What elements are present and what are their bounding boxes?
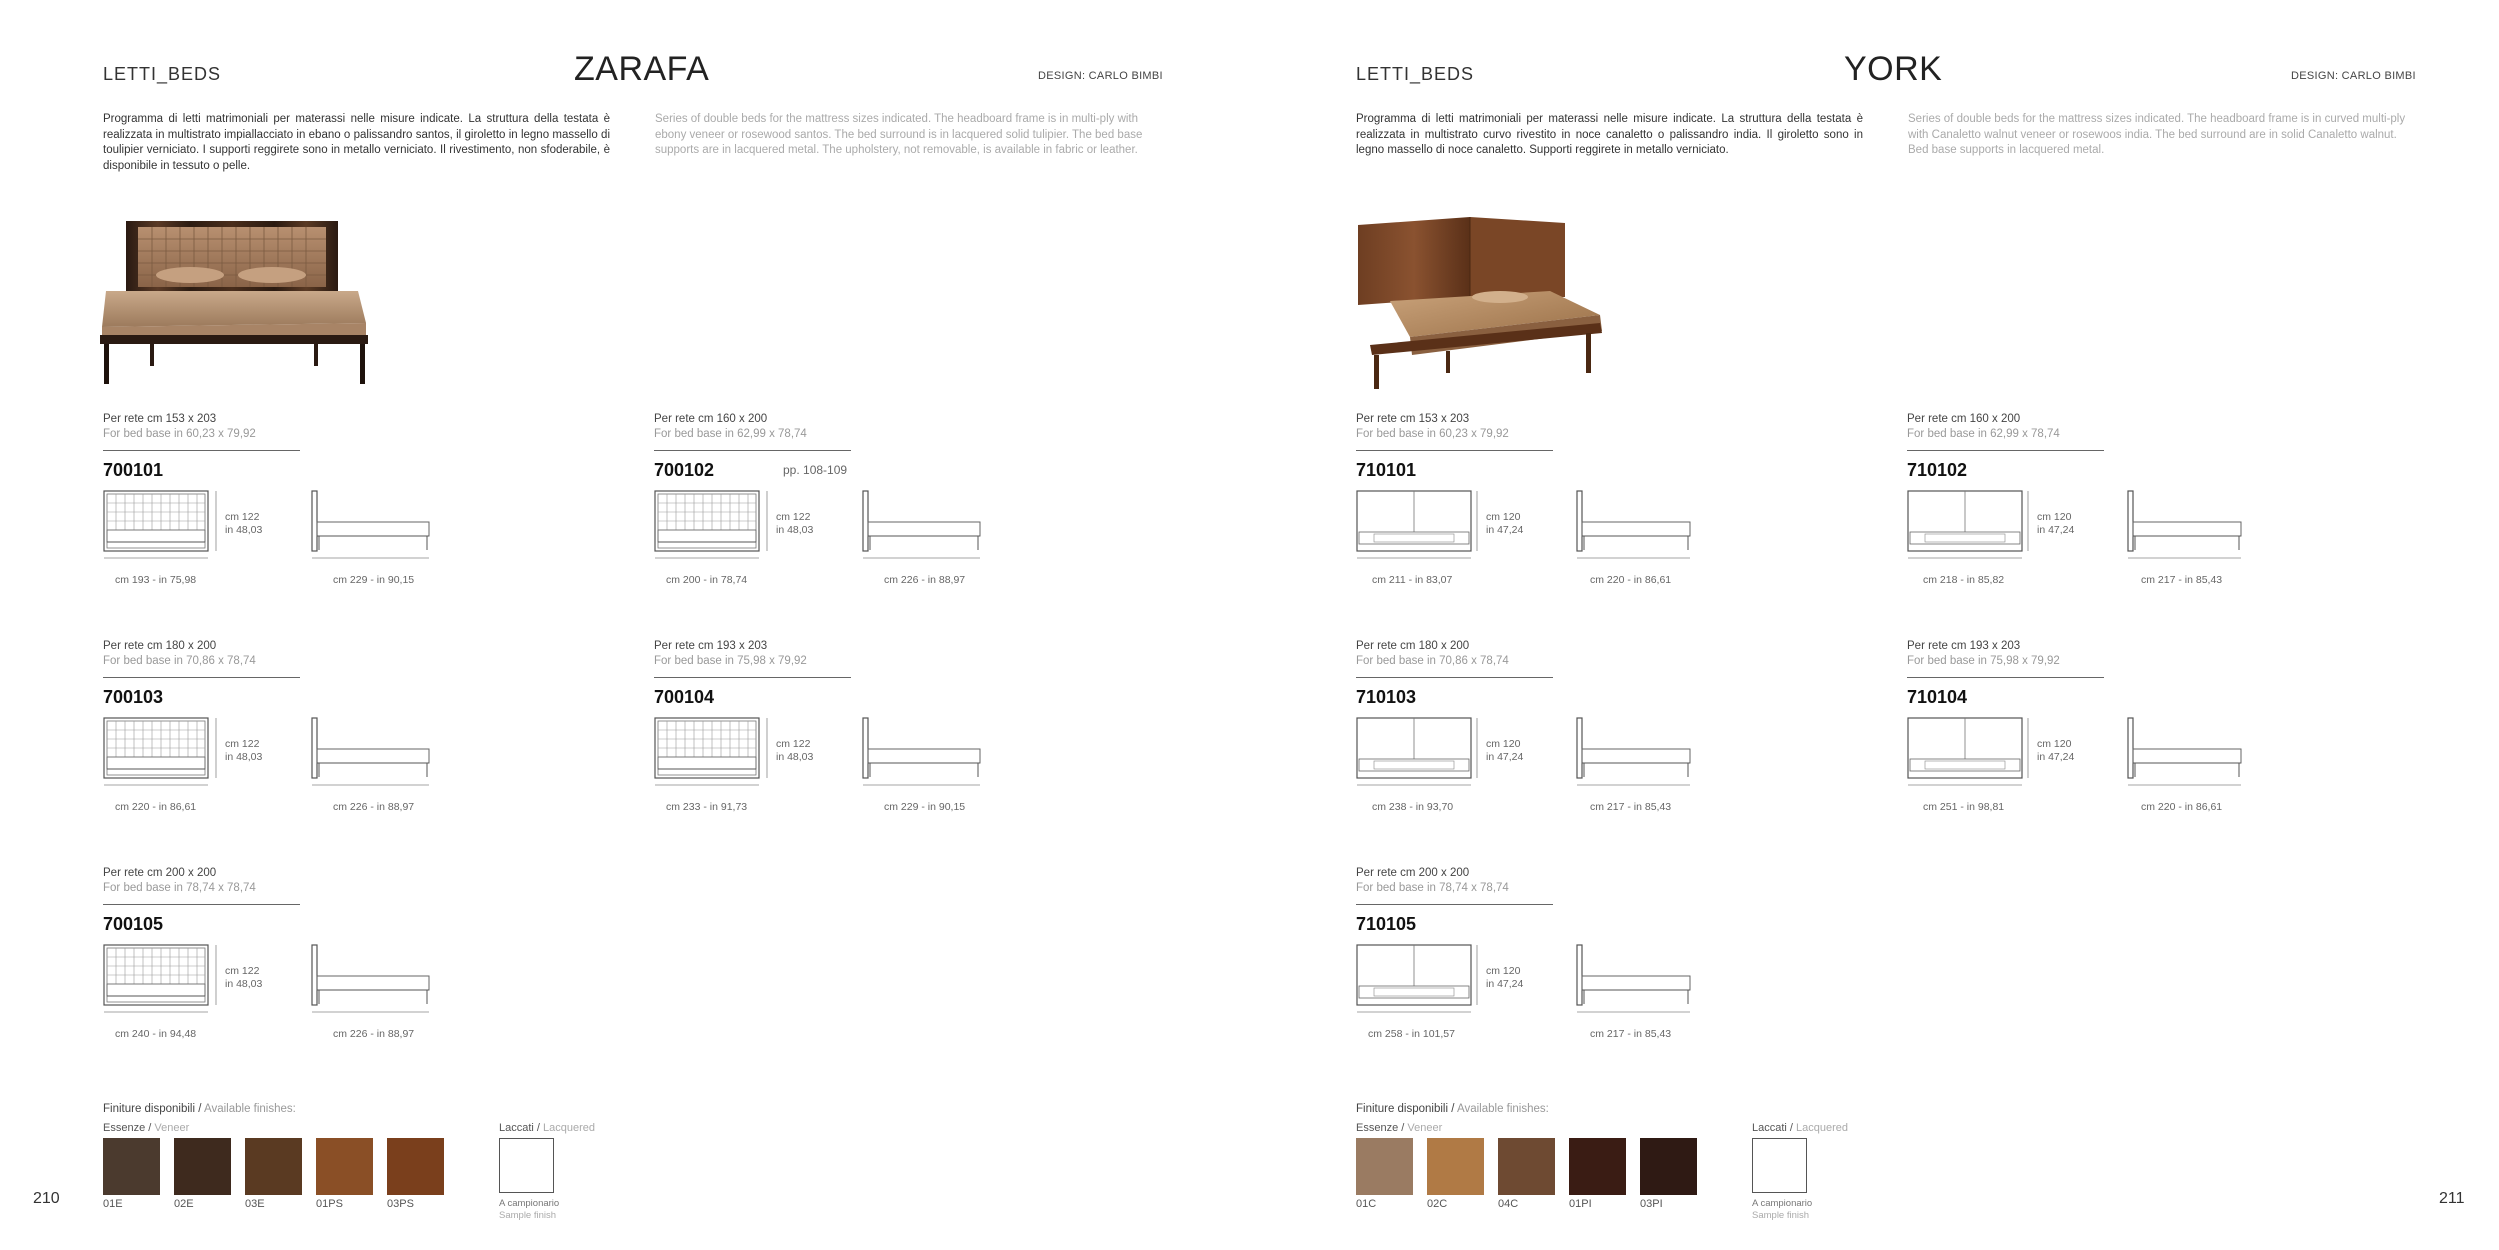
product-item: Per rete cm 153 x 203 For bed base in 60,23 x 79,92 710101 cm 120 in 47,24 cm 211 - in 83,07 cm 220 - in 86,61 [1356,413,1876,613]
length-dimension: cm 217 - in 85,43 [1590,1028,1672,1040]
designer-credit: DESIGN: CARLO BIMBI [1038,70,1163,82]
veneer-label: Essenze / Veneer [1356,1122,1443,1134]
finish-swatch [387,1138,444,1195]
page-reference: pp. 108-109 [783,463,848,477]
product-item: Per rete cm 180 x 200 For bed base in 70,86 x 78,74 700103 cm 122 in 48,03 cm 220 - in 86,61 cm 226 - in 88,97 [103,640,623,840]
description-italian: Programma di letti matrimoniali per materassi nelle misure indicate. La struttura della testata è realizzata in multistrato curvo rivestito in noce canaletto o palissandro india. Il giroletto sono in legno massello di noce canaletto. Supporti reggirete in metallo verniciato. [1356,113,1863,156]
category-label: LETTI_BEDS [1356,64,1475,84]
sample-finish-label: A campionario Sample finish [1752,1198,1813,1221]
front-elevation-drawing [103,944,223,1016]
side-elevation-drawing [862,490,984,562]
zarafa-bed-photo [90,205,415,395]
page-number: 210 [33,1190,60,1207]
side-elevation-drawing [1576,717,1698,789]
product-code: 700104 [654,687,715,707]
right-page: LETTI_BEDS YORK DESIGN: CARLO BIMBI Programma di letti matrimoniali per materassi nelle misure indicate. La struttura della testata è realizzata in multistrato curvo rivestito in noce canaletto o palissandro india. Il giroletto sono in legno massello di noce canaletto. Supporti reggirete in metallo verniciato. Series of double beds for the mattress sizes indicated. The headboard frame is in curved multi-ply with Canaletto walnut veneer or rosewoos india. The bed surround are in solid Canaletto walnut. Bed base supports in lacquered metal. Per rete cm 153 x 203 For bed base in 60,23 x 79,92 710101 cm 120 in 47,24 cm 211 - in 83,07 cm 220 - in 86,61 Per rete cm 160 x 200 For bed base in 62,99 x 78,74 710102 cm 120 in 47,24 cm 218 - in 85,82 cm 217 - in 85,43 Per rete cm 180 x 200 For bed base in 70,86 x 78,74 710103 cm 120 in 47,24 cm 238 - in 93,70 cm 217 - in 85,43 Per rete cm 193 x 203 For bed base in 75,98 x 79,92 710104 cm 120 in 47,24 cm 251 - in 98,81 cm 220 - in 86,61 Per rete cm 200 x 200 For bed base in 78,74 x 78,74 710105 cm 120 in 47,24 cm 258 - in 101,57 cm 217 - in 85,43 Finiture disponibili / Available finishes: Essenze / Veneer Laccati / Lacquered 01C 02C 04C 01PI 03PI A campionario Sample finish 211 [1250,0,2499,1250]
product-title: ZARAFA [574,50,710,88]
product-code: 710103 [1356,687,1417,707]
length-dimension: cm 217 - in 85,43 [1590,801,1672,813]
front-elevation-drawing [1907,490,2032,562]
product-item: Per rete cm 200 x 200 For bed base in 78,74 x 78,74 700105 cm 122 in 48,03 cm 240 - in 94,48 cm 226 - in 88,97 [103,867,623,1067]
product-item: Per rete cm 160 x 200 For bed base in 62,99 x 78,74 710102 cm 120 in 47,24 cm 218 - in 85,82 cm 217 - in 85,43 [1907,413,2427,613]
side-elevation-drawing [2127,490,2249,562]
width-dimension: cm 240 - in 94,48 [115,1028,197,1040]
length-dimension: cm 220 - in 86,61 [1590,574,1672,586]
width-dimension: cm 233 - in 91,73 [666,801,748,813]
front-elevation-drawing [103,717,223,789]
finish-swatch [316,1138,373,1195]
product-item: Per rete cm 193 x 203 For bed base in 75,98 x 79,92 700104 cm 122 in 48,03 cm 233 - in 91,73 cm 229 - in 90,15 [654,640,1174,840]
finish-swatch [1640,1138,1697,1195]
category-label: LETTI_BEDS [103,64,222,84]
width-dimension: cm 218 - in 85,82 [1923,574,2005,586]
product-item: Per rete cm 200 x 200 For bed base in 78,74 x 78,74 710105 cm 120 in 47,24 cm 258 - in 101,57 cm 217 - in 85,43 [1356,867,1876,1067]
side-elevation-drawing [1576,944,1698,1016]
front-elevation-drawing [654,490,774,562]
width-dimension: cm 193 - in 75,98 [115,574,197,586]
product-item: Per rete cm 153 x 203 For bed base in 60,23 x 79,92 700101 cm 122 in 48,03 cm 193 - in 75,98 cm 229 - in 90,15 [103,413,623,613]
product-code: 710101 [1356,460,1417,480]
front-elevation-drawing [1356,490,1481,562]
page-number: 211 [2439,1190,2465,1207]
finish-swatch [1498,1138,1555,1195]
product-code: 700101 [103,460,164,480]
lacquered-label: Laccati / Lacquered [1752,1122,1849,1134]
product-item: Per rete cm 193 x 203 For bed base in 75,98 x 79,92 710104 cm 120 in 47,24 cm 251 - in 98,81 cm 220 - in 86,61 [1907,640,2427,840]
side-elevation-drawing [311,717,433,789]
product-item: Per rete cm 180 x 200 For bed base in 70,86 x 78,74 710103 cm 120 in 47,24 cm 238 - in 93,70 cm 217 - in 85,43 [1356,640,1876,840]
product-code: 710102 [1907,460,1968,480]
side-elevation-drawing [2127,717,2249,789]
lacquered-label: Laccati / Lacquered [499,1122,596,1134]
side-elevation-drawing [862,717,984,789]
width-dimension: cm 251 - in 98,81 [1923,801,2005,813]
finish-swatch [103,1138,160,1195]
finish-swatch [174,1138,231,1195]
lacquered-sample-swatch [499,1138,554,1193]
width-dimension: cm 258 - in 101,57 [1368,1028,1455,1040]
front-elevation-drawing [654,717,774,789]
width-dimension: cm 220 - in 86,61 [115,801,197,813]
length-dimension: cm 226 - in 88,97 [333,801,415,813]
product-code: 700102 [654,460,715,480]
front-elevation-drawing [1356,717,1481,789]
front-elevation-drawing [1356,944,1481,1016]
finish-swatch [1427,1138,1484,1195]
product-code: 710105 [1356,914,1417,934]
side-elevation-drawing [311,944,433,1016]
finish-swatch [1569,1138,1626,1195]
length-dimension: cm 217 - in 85,43 [2141,574,2223,586]
front-elevation-drawing [1907,717,2032,789]
front-elevation-drawing [103,490,223,562]
finishes-title: Finiture disponibili / Available finishes: [103,1103,296,1115]
york-bed-photo [1350,205,1675,395]
width-dimension: cm 200 - in 78,74 [666,574,748,586]
length-dimension: cm 229 - in 90,15 [884,801,966,813]
width-dimension: cm 211 - in 83,07 [1372,574,1453,586]
lacquered-sample-swatch [1752,1138,1807,1193]
product-code: 700103 [103,687,164,707]
length-dimension: cm 226 - in 88,97 [884,574,966,586]
left-page: LETTI_BEDS ZARAFA DESIGN: CARLO BIMBI Programma di letti matrimoniali per materassi nelle misure indicate. La struttura della testata è realizzata in multistrato impiallacciato in ebano o palissandro santos, il giroletto in legno massello di toulipier verniciato. I supporti reggirete sono in metallo verniciato. Il rivestimento, non sfoderabile, è disponibile in tessuto o pelle. Series of double beds for the mattress sizes indicated. The headboard frame is in multi-ply with ebony veneer or rosewood santos. The bed surround is in lacquered solid tulipier. The bed base supports are in lacquered metal. The upholstery, not removable, is available in fabric or leather. Per rete cm 153 x 203 For bed base in 60,23 x 79,92 700101 cm 122 in 48,03 cm 193 - in 75,98 cm 229 - in 90,15 Per rete cm 160 x 200 For bed base in 62,99 x 78,74 700102 pp. 108-109 cm 122 in 48,03 cm 200 - in 78,74 cm 226 - in 88,97 Per rete cm 180 x 200 For bed base in 70,86 x 78,74 700103 cm 122 in 48,03 cm 220 - in 86,61 cm 226 - in 88,97 Per rete cm 193 x 203 For bed base in 75,98 x 79,92 700104 cm 122 in 48,03 cm 233 - in 91,73 cm 229 - in 90,15 Per rete cm 200 x 200 For bed base in 78,74 x 78,74 700105 cm 122 in 48,03 cm 240 - in 94,48 cm 226 - in 88,97 Finiture disponibili / Available finishes: Essenze / Veneer Laccati / Lacquered 01E 02E 03E 01PS 03PS A campionario Sample finish 210 [0,0,1249,1250]
length-dimension: cm 226 - in 88,97 [333,1028,415,1040]
product-item: Per rete cm 160 x 200 For bed base in 62,99 x 78,74 700102 pp. 108-109 cm 122 in 48,03 cm 200 - in 78,74 cm 226 - in 88,97 [654,413,1174,613]
side-elevation-drawing [311,490,433,562]
finish-swatch [245,1138,302,1195]
finish-swatch [1356,1138,1413,1195]
width-dimension: cm 238 - in 93,70 [1372,801,1454,813]
veneer-label: Essenze / Veneer [103,1122,190,1134]
product-code: 700105 [103,914,164,934]
product-code: 710104 [1907,687,1968,707]
side-elevation-drawing [1576,490,1698,562]
description-english: Series of double beds for the mattress sizes indicated. The headboard frame is in curved multi-ply with Canaletto walnut veneer or rosewoos india. The bed surround are in solid Canaletto walnut. Bed base supports in lacquered metal. [1908,113,2406,156]
finishes-title: Finiture disponibili / Available finishes: [1356,1103,1549,1115]
sample-finish-label: A campionario Sample finish [499,1198,560,1221]
designer-credit: DESIGN: CARLO BIMBI [2291,70,2416,82]
product-title: YORK [1844,50,1943,88]
length-dimension: cm 220 - in 86,61 [2141,801,2223,813]
description-italian: Programma di letti matrimoniali per materassi nelle misure indicate. La struttura della testata è realizzata in multistrato impiallacciato in ebano o palissandro santos, il giroletto in legno massello di toulipier verniciato. I supporti reggirete sono in metallo verniciato. Il rivestimento, non sfoderabile, è disponibile in tessuto o pelle. [103,113,610,172]
length-dimension: cm 229 - in 90,15 [333,574,415,586]
description-english: Series of double beds for the mattress sizes indicated. The headboard frame is in multi-ply with ebony veneer or rosewood santos. The bed surround is in lacquered solid tulipier. The bed base supports are in lacquered metal. The upholstery, not removable, is available in fabric or leather. [655,113,1143,156]
